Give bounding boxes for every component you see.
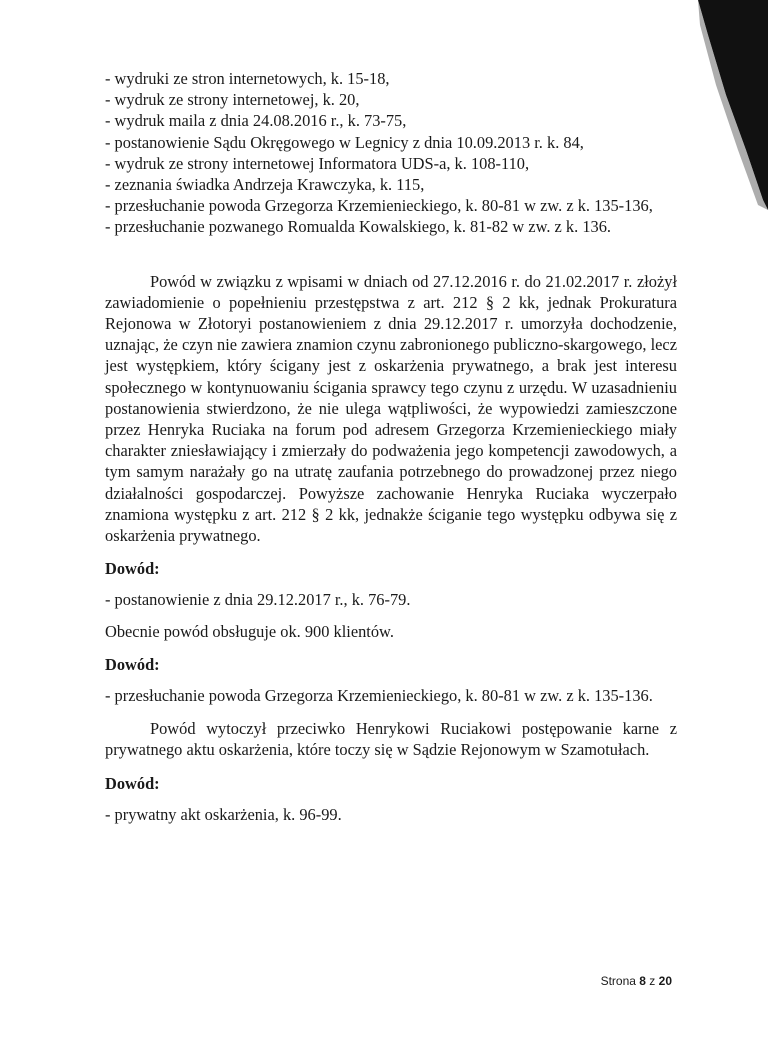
body-paragraph: Obecnie powód obsługuje ok. 900 klientów.	[105, 621, 394, 641]
list-item: - postanowienie Sądu Okręgowego w Legnicy z dnia 10.09.2013 r. k. 84,	[105, 132, 584, 152]
evidence-heading: Dowód:	[105, 773, 160, 793]
document-page	[105, 68, 677, 825]
page-number-separator: z	[645, 974, 659, 988]
evidence-item: - przesłuchanie powoda Grzegorza Krzemienieckiego, k. 80-81 w zw. z k. 135-136.	[105, 686, 653, 706]
list-item: - przesłuchanie powoda Grzegorza Krzemienieckiego, k. 80-81 w zw. z k. 135-136,	[105, 196, 653, 216]
page-number	[601, 974, 672, 988]
list-item: - wydruk maila z dnia 24.08.2016 r., k. 73-75,	[105, 111, 407, 131]
evidence-item: - prywatny akt oskarżenia, k. 96-99.	[105, 804, 342, 824]
page-number-current: 8	[639, 974, 646, 988]
list-item: - wydruki ze stron internetowych, k. 15-18,	[105, 69, 390, 88]
page-number-prefix: Strona	[600, 974, 640, 988]
list-item: - przesłuchanie pozwanego Romualda Kowalskiego, k. 81-82 w zw. z k. 136.	[105, 217, 611, 237]
body-paragraph: Powód wytoczył przeciwko Henrykowi Ruciakowi postępowanie karne z prywatnego aktu oskarżenia, które toczy się w Sądzie Rejonowym w Szamotułach.	[105, 719, 677, 760]
evidence-heading: Dowód:	[105, 654, 160, 674]
list-item: - wydruk ze strony internetowej, k. 20,	[105, 90, 360, 110]
list-item: - zeznania świadka Andrzeja Krawczyka, k. 115,	[105, 175, 425, 195]
evidence-item: - postanowienie z dnia 29.12.2017 r., k. 76-79.	[105, 590, 411, 610]
page-number-total: 20	[658, 974, 672, 988]
list-item: - wydruk ze strony internetowej Informatora UDS-a, k. 108-110,	[105, 153, 530, 173]
evidence-list	[105, 68, 677, 238]
evidence-heading: Dowód:	[105, 559, 160, 579]
body-paragraph: Powód w związku z wpisami w dniach od 27.12.2016 r. do 21.02.2017 r. złożył zawiadomienie o popełnieniu przestępstwa z art. 212 § 2 kk, jednak Prokuratura Rejonowa w Złotoryi postanowieniem z dnia 29.12.2017 r. umorzyła dochodzenie, uznając, że czyn nie zawiera znamion czynu zabronionego publiczno-skargowego, lecz jest występkiem, który ścigany jest z oskarżenia prywatnego, a brak jest interesu społecznego w kontynuowaniu ścigania sprawcy tego czynu z urzędu. W uzasadnieniu postanowienia stwierdzono, że nie ulega wątpliwości, że wypowiedzi zamieszczone przez Henryka Ruciaka na forum pod adresem Grzegorza Krzemienieckiego miały charakter zniesławiający i zmierzały do podważenia jego kompetencji zawodowych, a tym samym narażały go na utratę zaufania potrzebnego do prowadzonej przez niego działalności gospodarczej. Powyższe zachowanie Henryka Ruciaka wyczerpało znamiona występku z art. 212 § 2 kk, jednakże ściganie tego występku odbywa się z oskarżenia prywatnego.	[105, 271, 677, 546]
